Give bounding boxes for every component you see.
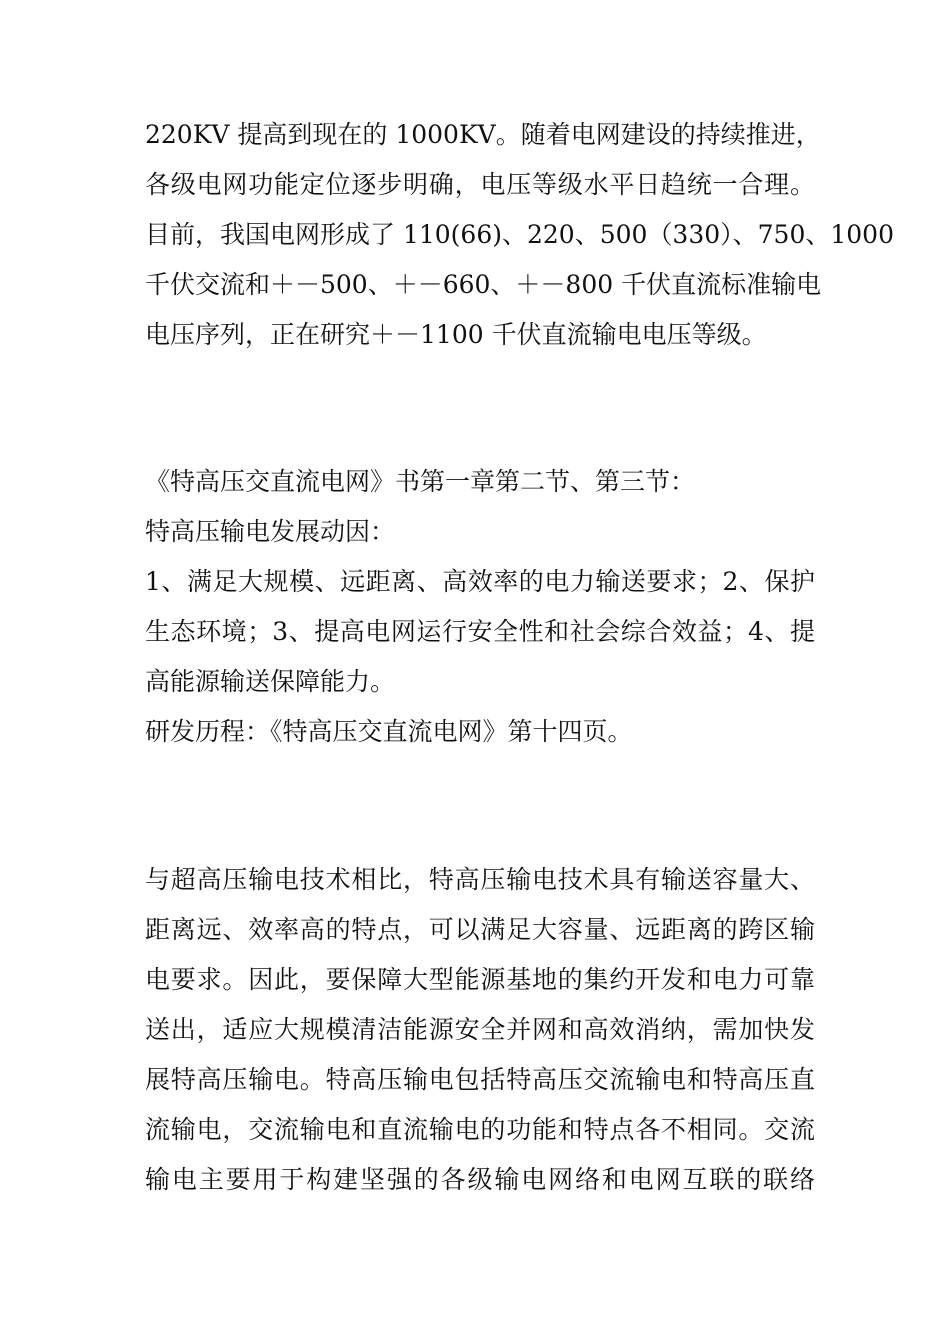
paragraph-line: 输电主要用于构建坚强的各级输电网络和电网互联的联络 xyxy=(145,1165,815,1194)
paragraph-line: 距离远、效率高的特点，可以满足大容量、远距离的跨区输 xyxy=(145,915,815,944)
paragraph-line: 电要求。因此，要保障大型能源基地的集约开发和电力可靠 xyxy=(145,965,815,994)
paragraph-line: 电压序列，正在研究＋－1100 千伏直流输电电压等级。 xyxy=(145,320,767,349)
history-line: 研发历程：《特高压交直流电网》第十四页。 xyxy=(145,717,633,746)
paragraph-line: 展特高压输电。特高压输电包括特高压交流输电和特高压直 xyxy=(145,1065,815,1094)
paragraph-line: 各级电网功能定位逐步明确，电压等级水平日趋统一合理。 xyxy=(145,170,815,199)
paragraph-line: 目前，我国电网形成了 110(66)、220、500（330）、750、1000 xyxy=(145,220,894,249)
list-line: 高能源输送保障能力。 xyxy=(145,667,396,696)
paragraph-line: 送出，适应大规模清洁能源安全并网和高效消纳，需加快发 xyxy=(145,1015,815,1044)
reference-line: 《特高压交直流电网》书第一章第二节、第三节： xyxy=(145,467,696,496)
paragraph-line: 流输电，交流输电和直流输电的功能和特点各不相同。交流 xyxy=(145,1115,815,1144)
paragraph-line: 220KV 提高到现在的 1000KV。随着电网建设的持续推进， xyxy=(145,120,821,149)
list-line: 1、满足大规模、远距离、高效率的电力输送要求；2、保护 xyxy=(145,567,815,596)
list-line: 生态环境；3、提高电网运行安全性和社会综合效益；4、提 xyxy=(145,617,815,646)
section-heading: 特高压输电发展动因： xyxy=(145,517,396,546)
paragraph-line: 与超高压输电技术相比，特高压输电技术具有输送容量大、 xyxy=(145,865,815,894)
paragraph-line: 千伏交流和＋－500、＋－660、＋－800 千伏直流标准输电 xyxy=(145,270,822,299)
